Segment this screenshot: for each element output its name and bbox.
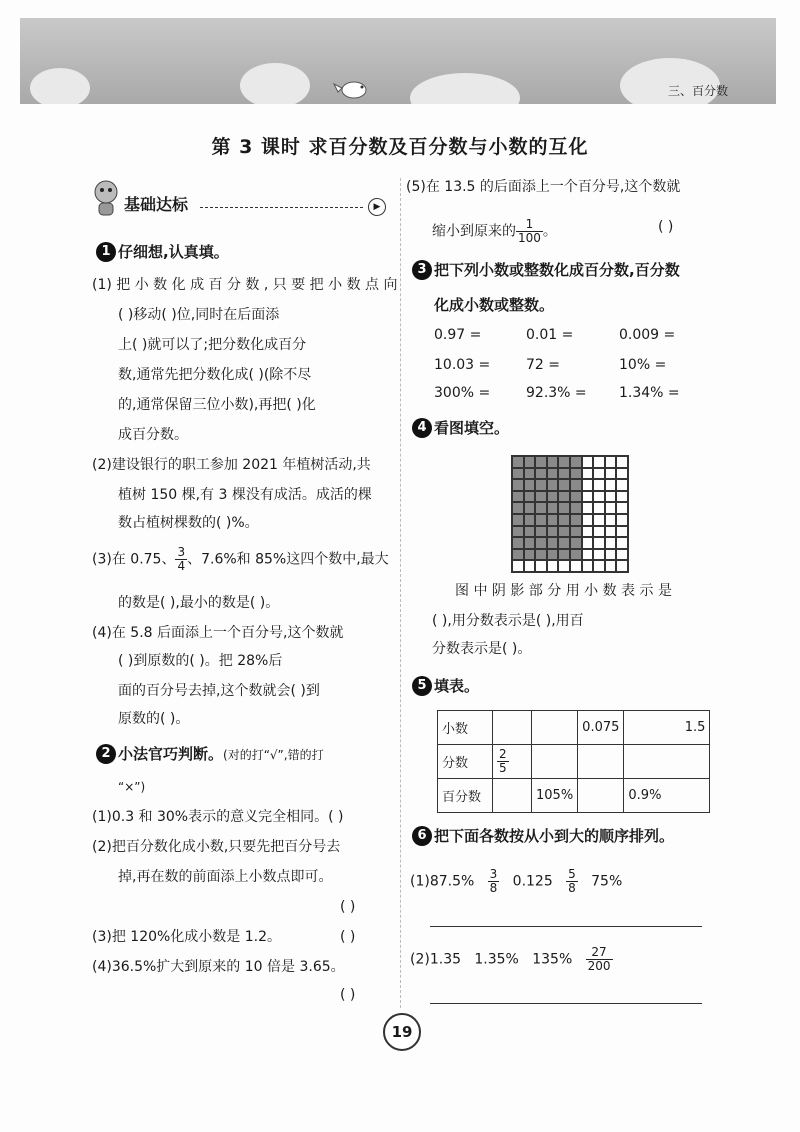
q2-item: (4)36.5%扩大到原来的 10 倍是 3.65。	[92, 959, 345, 975]
conversion-item: 10% =	[619, 357, 667, 373]
grid-cell	[547, 526, 559, 538]
q6-label: 把下面各数按从小到大的顺序排列。	[434, 827, 675, 845]
grid-cell	[582, 549, 594, 561]
grid-cell	[616, 549, 628, 561]
table-cell	[493, 779, 532, 813]
q4-text: 分数表示是( )。	[432, 641, 532, 657]
q1-text: (3)在 0.75、 $\frac{3}{4}$ 、7.6%和 85%这四个数中,最大	[92, 545, 389, 573]
grid-cell	[558, 549, 570, 561]
grid-cell	[605, 479, 617, 491]
grid-cell	[582, 560, 594, 572]
grid-cell	[593, 479, 605, 491]
fraction: $\frac{27}{200}$	[587, 945, 611, 973]
grid-cell	[524, 502, 536, 514]
answer-line[interactable]	[430, 1003, 702, 1004]
conversion-item: 300% =	[434, 385, 491, 401]
grid-cell	[605, 514, 617, 526]
grid-cell	[593, 560, 605, 572]
q2-item: (1)0.3 和 30%表示的意义完全相同。( )	[92, 809, 344, 825]
table-cell: 百分数	[438, 779, 493, 813]
q2-item: 掉,再在数的前面添上小数点即可。	[118, 869, 333, 885]
q2-item: (3)把 120%化成小数是 1.2。	[92, 929, 282, 945]
grid-cell	[547, 502, 559, 514]
fraction: $\frac{3}{4}$	[177, 545, 186, 573]
table-cell: 105%	[532, 779, 578, 813]
grid-cell	[547, 468, 559, 480]
q3-label: 把下列小数或整数化成百分数,百分数	[434, 261, 680, 279]
grid-cell	[535, 526, 547, 538]
grid-cell	[547, 549, 559, 561]
grid-cell	[605, 526, 617, 538]
table-cell	[493, 711, 532, 745]
grid-cell	[593, 514, 605, 526]
grid-cell	[593, 456, 605, 468]
grid-cell	[547, 456, 559, 468]
grid-cell	[570, 456, 582, 468]
bird-icon	[332, 74, 376, 104]
grid-cell	[605, 537, 617, 549]
cloud-icon	[410, 73, 520, 104]
q1-text: (1) 把 小 数 化 成 百 分 数 , 只 要 把 小 数 点 向	[92, 277, 398, 293]
q1-text: 面的百分号去掉,这个数就会( )到	[118, 683, 320, 699]
q1-text: 成百分数。	[118, 427, 188, 443]
grid-cell	[593, 526, 605, 538]
grid-cell	[570, 514, 582, 526]
q1-text: (5)在 13.5 的后面添上一个百分号,这个数就	[406, 179, 681, 195]
grid-cell	[582, 456, 594, 468]
q4-label: 看图填空。	[434, 419, 510, 437]
conversion-item: 0.009 =	[619, 327, 676, 343]
grid-cell	[582, 491, 594, 503]
grid-cell	[535, 560, 547, 572]
column-divider	[400, 178, 401, 1008]
grid-cell	[570, 479, 582, 491]
conversion-item: 92.3% =	[526, 385, 587, 401]
grid-cell	[616, 526, 628, 538]
grid-cell	[558, 468, 570, 480]
q1-text: (2)建设银行的职工参加 2021 年植树活动,共	[92, 457, 371, 473]
grid-cell	[512, 502, 524, 514]
grid-cell	[524, 479, 536, 491]
grid-cell	[616, 479, 628, 491]
grid-cell	[582, 468, 594, 480]
question-number: 4	[412, 418, 432, 438]
table-cell: 0.9%	[624, 779, 710, 813]
q2-hint: “×”)	[118, 780, 146, 794]
cloud-icon	[30, 68, 90, 104]
grid-cell	[605, 456, 617, 468]
grid-cell	[535, 549, 547, 561]
q1-text: 缩小到原来的 $\frac{1}{100}$ 。	[432, 217, 557, 245]
question-number: 1	[96, 242, 116, 262]
answer-paren[interactable]: ( )	[658, 219, 674, 235]
table-row	[438, 711, 710, 745]
tiger-mascot-icon	[90, 178, 122, 216]
grid-cell	[570, 537, 582, 549]
q1-text: ( )移动( )位,同时在后面添	[118, 307, 280, 323]
header-banner	[20, 18, 776, 104]
grid-cell	[558, 560, 570, 572]
grid-cell	[535, 468, 547, 480]
conversion-item: 0.97 =	[434, 327, 482, 343]
grid-cell	[524, 468, 536, 480]
grid-cell	[605, 468, 617, 480]
table-cell: 1.5	[624, 711, 710, 745]
fraction: $\frac{1}{100}$	[518, 217, 541, 245]
q1-text: 原数的( )。	[118, 711, 190, 727]
grid-cell	[512, 537, 524, 549]
answer-paren[interactable]: ( )	[340, 987, 356, 1003]
grid-cell	[582, 479, 594, 491]
grid-cell	[582, 537, 594, 549]
table-row	[438, 745, 710, 779]
q1-text: 的,通常保留三位小数),再把( )化	[118, 397, 316, 413]
grid-cell	[593, 502, 605, 514]
grid-cell	[605, 502, 617, 514]
grid-cell	[512, 468, 524, 480]
grid-cell	[524, 526, 536, 538]
answer-line[interactable]	[430, 926, 702, 927]
q1-text: 植树 150 棵,有 3 棵没有成活。成活的棵	[118, 487, 372, 503]
grid-cell	[593, 549, 605, 561]
table-cell	[578, 779, 624, 813]
grid-cell	[558, 456, 570, 468]
fraction: $\frac{3}{8}$	[489, 867, 498, 895]
q2-label: 小法官巧判断。(对的打“√”,错的打	[118, 745, 324, 763]
question-number: 2	[96, 744, 116, 764]
grid-cell	[547, 479, 559, 491]
table-cell: 0.075	[578, 711, 624, 745]
grid-cell	[535, 537, 547, 549]
conversion-item: 10.03 =	[434, 357, 491, 373]
grid-cell	[570, 491, 582, 503]
grid-cell	[616, 502, 628, 514]
grid-cell	[558, 502, 570, 514]
grid-cell	[616, 468, 628, 480]
grid-cell	[593, 468, 605, 480]
table-cell: 小数	[438, 711, 493, 745]
table-cell	[578, 745, 624, 779]
fraction: $\frac{2}{5}$	[499, 747, 507, 775]
grid-cell	[605, 491, 617, 503]
section-title: 基础达标	[124, 195, 189, 214]
table-cell	[532, 711, 578, 745]
grid-cell	[616, 514, 628, 526]
answer-paren[interactable]: ( )	[340, 929, 356, 945]
grid-cell	[524, 560, 536, 572]
grid-cell	[558, 479, 570, 491]
section-divider	[200, 207, 363, 208]
grid-cell	[512, 479, 524, 491]
grid-cell	[582, 526, 594, 538]
grid-cell	[512, 549, 524, 561]
grid-cell	[512, 491, 524, 503]
fill-table	[437, 710, 710, 813]
q3-label: 化成小数或整数。	[434, 296, 555, 314]
grid-cell	[512, 456, 524, 468]
conversion-item: 72 =	[526, 357, 560, 373]
grid-cell	[512, 514, 524, 526]
question-number: 3	[412, 260, 432, 280]
grid-cell	[616, 560, 628, 572]
grid-cell	[616, 456, 628, 468]
grid-cell	[524, 537, 536, 549]
grid-cell	[558, 537, 570, 549]
grid-cell	[535, 502, 547, 514]
conversion-item: 1.34% =	[619, 385, 680, 401]
grid-cell	[547, 491, 559, 503]
grid-cell	[570, 502, 582, 514]
grid-cell	[570, 468, 582, 480]
grid-cell	[605, 560, 617, 572]
grid-cell	[547, 514, 559, 526]
q1-text: (4)在 5.8 后面添上一个百分号,这个数就	[92, 625, 344, 641]
grid-cell	[535, 491, 547, 503]
q5-label: 填表。	[434, 677, 480, 695]
hundred-grid	[511, 455, 629, 573]
cloud-icon	[240, 63, 310, 104]
grid-cell	[570, 549, 582, 561]
grid-cell	[524, 456, 536, 468]
q1-label: 仔细想,认真填。	[118, 243, 229, 261]
page-number: 19	[383, 1013, 421, 1051]
table-cell	[493, 745, 532, 779]
grid-cell	[616, 537, 628, 549]
question-number: 6	[412, 826, 432, 846]
q6-line: (1)87.5% $\frac{3}{8}$ 0.125 $\frac{5}{8}$ 75%	[410, 867, 623, 895]
grid-cell	[535, 514, 547, 526]
q1-text: ( )到原数的( )。把 28%后	[118, 653, 283, 669]
grid-cell	[570, 526, 582, 538]
grid-cell	[582, 502, 594, 514]
grid-cell	[547, 537, 559, 549]
grid-cell	[582, 514, 594, 526]
table-row	[438, 779, 710, 813]
q1-text: 数,通常先把分数化成( )(除不尽	[118, 367, 312, 383]
page-title: 第 3 课时 求百分数及百分数与小数的互化	[211, 136, 589, 158]
unit-label: 三、百分数	[667, 84, 728, 98]
table-cell: 分数	[438, 745, 493, 779]
grid-cell	[593, 491, 605, 503]
q1-text: 上( )就可以了;把分数化成百分	[118, 337, 307, 353]
conversion-item: 0.01 =	[526, 327, 574, 343]
q1-text: 的数是( ),最小的数是( )。	[118, 595, 280, 611]
grid-cell	[570, 560, 582, 572]
grid-cell	[535, 456, 547, 468]
q4-text: ( ),用分数表示是( ),用百	[432, 613, 584, 629]
q6-line: (2)1.35 1.35% 135% $\frac{27}{200}$	[410, 945, 611, 973]
question-number: 5	[412, 676, 432, 696]
grid-cell	[605, 549, 617, 561]
grid-cell	[524, 514, 536, 526]
table-cell	[532, 745, 578, 779]
grid-cell	[512, 526, 524, 538]
grid-cell	[535, 479, 547, 491]
fraction: $\frac{5}{8}$	[568, 867, 576, 895]
grid-cell	[524, 491, 536, 503]
grid-cell	[512, 560, 524, 572]
grid-cell	[593, 537, 605, 549]
grid-cell	[558, 491, 570, 503]
table-cell	[624, 745, 710, 779]
answer-paren[interactable]: ( )	[340, 899, 356, 915]
grid-cell	[558, 514, 570, 526]
grid-cell	[547, 560, 559, 572]
grid-cell	[524, 549, 536, 561]
q4-text: 图 中 阴 影 部 分 用 小 数 表 示 是	[455, 583, 672, 599]
play-icon: ▶	[368, 198, 386, 216]
q1-text: 数占植树棵数的( )%。	[118, 515, 259, 531]
grid-cell	[616, 491, 628, 503]
q2-item: (2)把百分数化成小数,只要先把百分号去	[92, 839, 341, 855]
grid-cell	[558, 526, 570, 538]
